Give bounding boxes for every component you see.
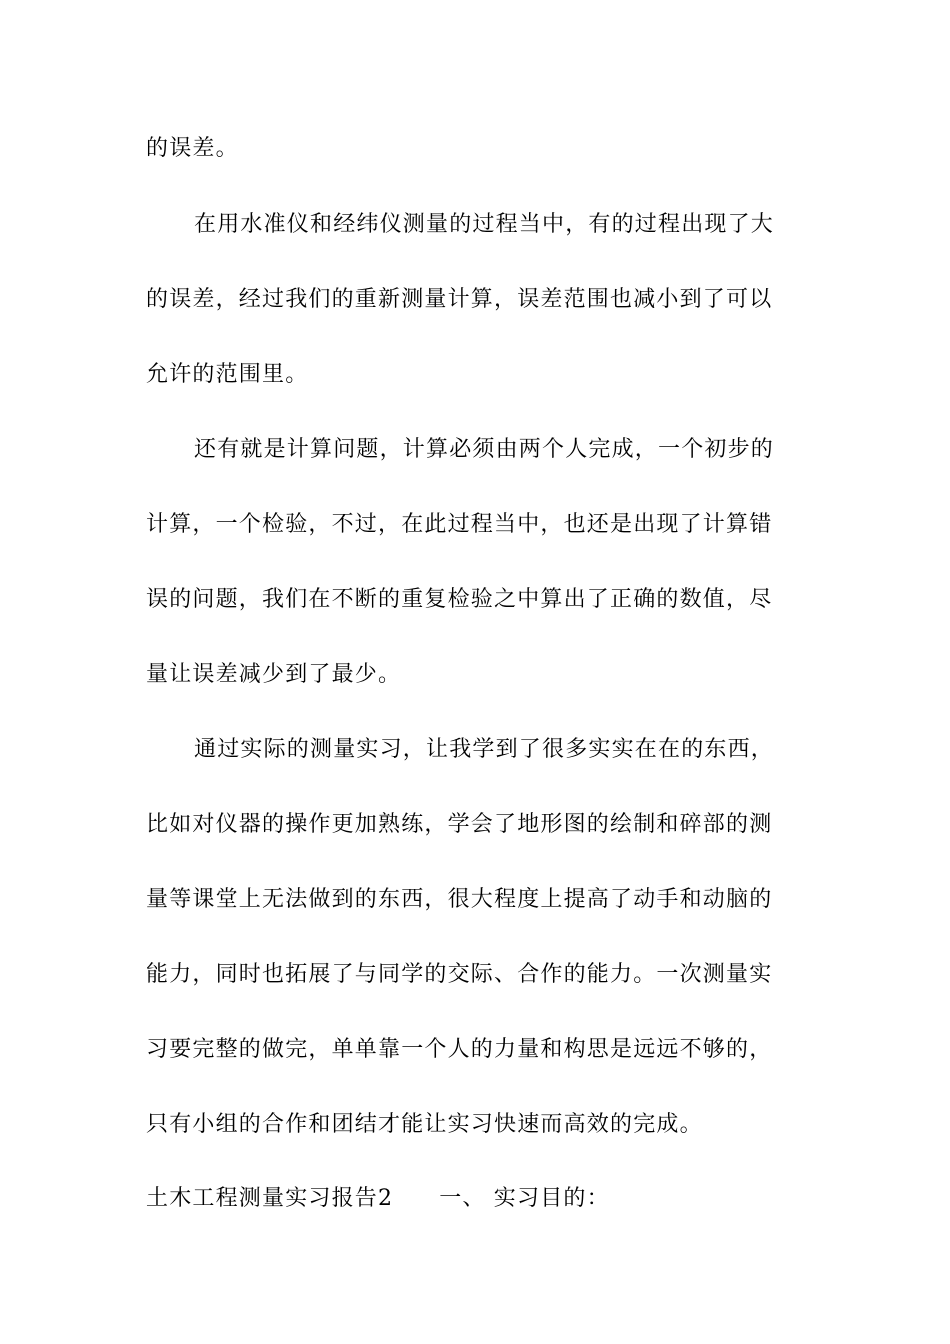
paragraph-line: 允许的范围里。 <box>146 362 309 387</box>
section-heading: 一、 实习目的： <box>439 1186 610 1211</box>
report-heading-line <box>146 1184 806 1214</box>
paragraph-line: 通过实际的测量实习，让我学到了很多实实在在的东西， <box>194 737 775 762</box>
paragraph-line: 在用水准仪和经纬仪测量的过程当中，有的过程出现了大 <box>194 212 775 237</box>
paragraph-line: 只有小组的合作和团结才能让实习快速而高效的完成。 <box>146 1112 703 1137</box>
paragraph-line: 计算，一个检验，不过，在此过程当中，也还是出现了计算错 <box>146 512 773 537</box>
paragraph-line: 量等课堂上无法做到的东西，很大程度上提高了动手和动脑的 <box>146 887 773 912</box>
paragraph-line: 量让误差减少到了最少。 <box>146 662 402 687</box>
paragraph-line: 比如对仪器的操作更加熟练，学会了地形图的绘制和碎部的测 <box>146 812 773 837</box>
paragraph-line: 的误差，经过我们的重新测量计算，误差范围也减小到了可以 <box>146 287 773 312</box>
paragraph-line: 还有就是计算问题，计算必须由两个人完成，一个初步的 <box>194 437 775 462</box>
paragraph-line: 习要完整的做完，单单靠一个人的力量和构思是远远不够的， <box>146 1037 773 1062</box>
paragraph-line: 能力，同时也拓展了与同学的交际、合作的能力。一次测量实 <box>146 962 773 987</box>
report-title: 土木工程测量实习报告2 <box>146 1186 394 1211</box>
paragraph-line: 的误差。 <box>146 136 239 161</box>
paragraph-line: 误的问题，我们在不断的重复检验之中算出了正确的数值，尽 <box>146 587 773 612</box>
